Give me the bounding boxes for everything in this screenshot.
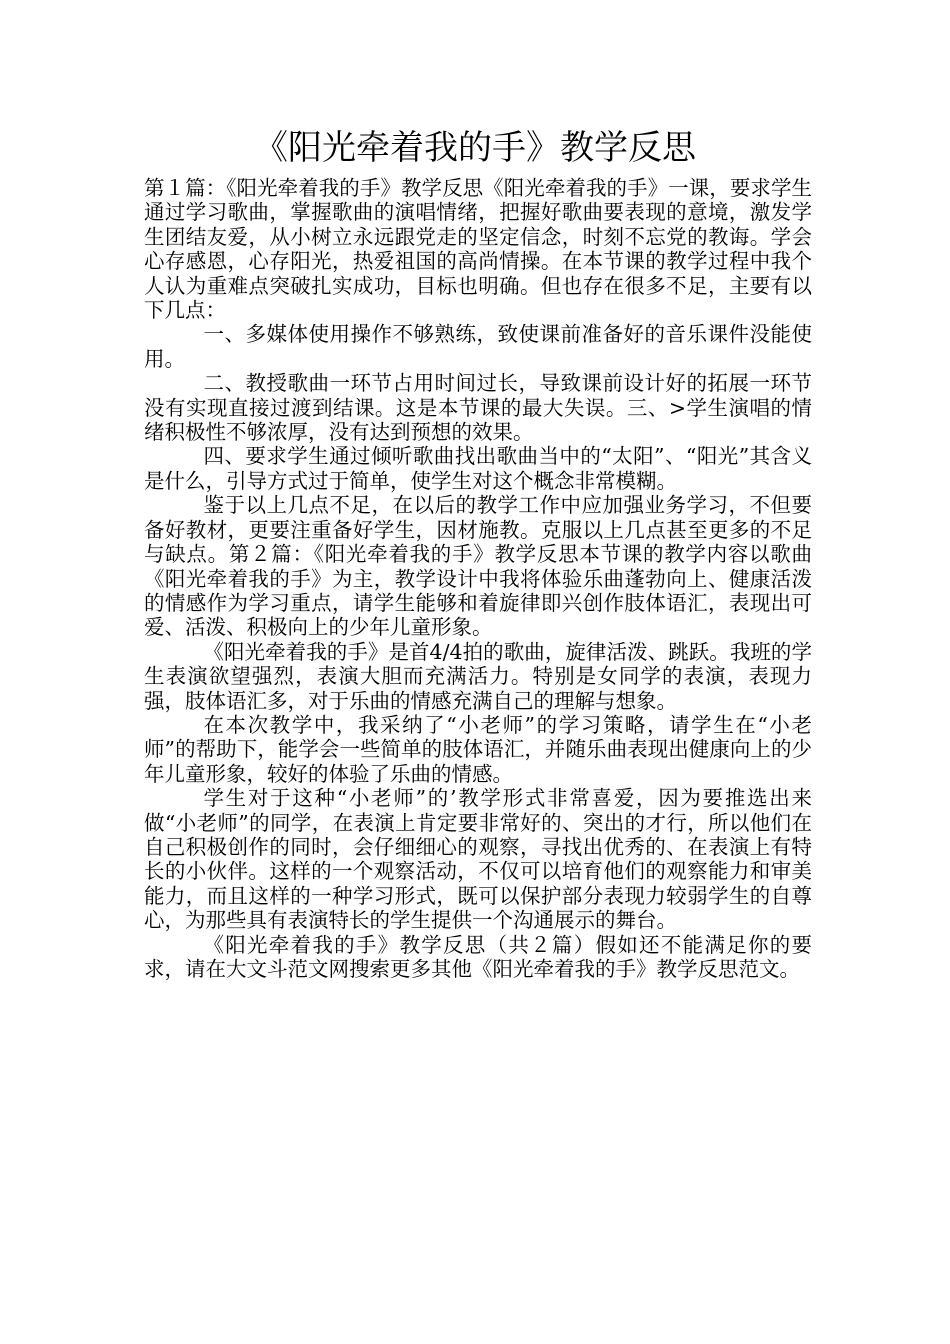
document-body: [144, 176, 812, 981]
paragraph-song-description: 《阳光牵着我的手》是首4/4拍的歌曲，旋律活泼、跳跃。我班的学生表演欲望强烈，表演大胆而充满活力。特别是女同学的表演，表现力强，肢体语汇多，对于乐曲的情感充满自己的理解与想象。: [144, 639, 812, 713]
paragraph-closing: 《阳光牵着我的手》教学反思（共２篇）假如还不能满足你的要求，请在大文斗范文网搜索更多其他《阳光牵着我的手》教学反思范文。: [144, 932, 812, 981]
paragraph-point-four: 四、要求学生通过倾听歌曲找出歌曲当中的“太阳”、“阳光”其含义是什么，引导方式过于简单，使学生对这个概念非常模糊。: [144, 444, 812, 493]
paragraph-point-one: 一、多媒体使用操作不够熟练，致使课前准备好的音乐课件没能使用。: [144, 322, 812, 371]
paragraph-improvement: 鉴于以上几点不足，在以后的教学工作中应加强业务学习，不但要备好教材，更要注重备好学生，因材施教。克服以上几点甚至更多的不足与缺点。第２篇：《阳光牵着我的手》教学反思本节课的教学内容以歌曲《阳光牵着我的手》为主，教学设计中我将体验乐曲蓬勃向上、健康活泼的情感作为学习重点，请学生能够和着旋律即兴创作肢体语汇，表现出可爱、活泼、积极向上的少年儿童形象。: [144, 493, 812, 640]
paragraph-intro: 第１篇：《阳光牵着我的手》教学反思《阳光牵着我的手》一课，要求学生通过学习歌曲，掌握歌曲的演唱情绪，把握好歌曲要表现的意境，激发学生团结友爱，从小树立永远跟党走的坚定信念，时刻不忘党的教诲。学会心存感恩，心存阳光，热爱祖国的高尚情操。在本节课的教学过程中我个人认为重难点突破扎实成功，目标也明确。但也存在很多不足，主要有以下几点：: [144, 176, 812, 323]
document-title: 《阳光牵着我的手》教学反思: [254, 128, 696, 168]
paragraph-little-teacher: 在本次教学中，我采纳了“小老师”的学习策略，请学生在“小老师”的帮助下，能学会一些简单的肢体语汇，并随乐曲表现出健康向上的少年儿童形象，较好的体验了乐曲的情感。: [144, 712, 812, 786]
paragraph-point-two: 二、教授歌曲一环节占用时间过长，导致课前设计好的拓展一环节没有实现直接过渡到结课。这是本节课的最大失误。三、>学生演唱的情绪积极性不够浓厚，没有达到预想的效果。: [144, 371, 812, 445]
paragraph-student-response: 学生对于这种“小老师”的’教学形式非常喜爱，因为要推选出来做“小老师”的同学，在表演上肯定要非常好的、突出的才行，所以他们在自己积极创作的同时，会仔细细心的观察，寻找出优秀的、在表演上有特长的小伙伴。这样的一个观察活动，不仅可以培育他们的观察能力和审美能力，而且这样的一种学习形式，既可以保护部分表现力较弱学生的自尊心，为那些具有表演特长的学生提供一个沟通展示的舞台。: [144, 786, 812, 933]
